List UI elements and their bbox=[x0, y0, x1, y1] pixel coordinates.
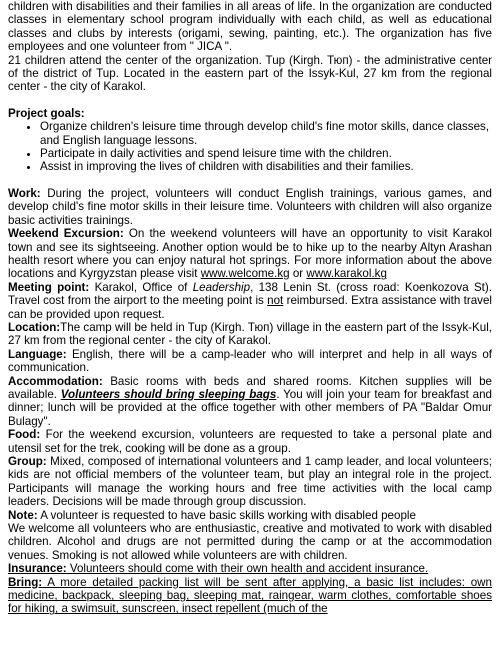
insurance-label: Insurance: bbox=[8, 562, 67, 576]
meeting-text-a: Karakol, Office of bbox=[89, 280, 193, 294]
accommodation-section bbox=[8, 375, 492, 429]
work-text: During the project, volunteers will conduct English trainings, various games, and develop child's fine motor skills in their leisure time. Volunteers with children will also organize basic activities trainings. bbox=[8, 186, 492, 227]
meeting-not: not bbox=[267, 294, 284, 308]
group-section bbox=[8, 455, 492, 509]
insurance-section bbox=[8, 562, 492, 575]
goal-item: • Assist in improving the lives of children with disabilities and their families. bbox=[40, 160, 492, 173]
meeting-section bbox=[8, 281, 492, 321]
meeting-label: Meeting point: bbox=[8, 280, 90, 294]
note-label: Note: bbox=[8, 508, 38, 522]
work-section bbox=[8, 187, 492, 227]
location-label: Location: bbox=[8, 320, 61, 334]
bring-section bbox=[8, 576, 492, 616]
language-text: English, there will be a camp-leader who will interpret and help in all ways of communication. bbox=[8, 347, 492, 375]
work-label: Work: bbox=[8, 186, 41, 200]
food-label: Food: bbox=[8, 428, 41, 442]
insurance-text: Volunteers should come with their own health and accident insurance. bbox=[66, 562, 429, 576]
note-text-a: A volunteer is requested to have basic skills working with disabled people bbox=[37, 508, 416, 522]
intro-paragraph-2: 21 children attend the center of the organization. Tup (Kirgh. Тюп) - the administrative center of the district of Tup. Located in the eastern part of the Issyk-Kul, 27 km from the regional center - the city of Karakol. bbox=[8, 53, 492, 94]
document-page bbox=[8, 0, 492, 616]
weekend-text: On the weekend volunteers will have an opportunity to visit Karakol town and see its sightseeing. Another option would be to hike up to the nearby Altyn Arashan health resort where you can enjoy natural hot springs. For more information about the above locations and Kyrgyzstan please visit bbox=[8, 227, 492, 281]
weekend-label: Weekend Excursion: bbox=[8, 227, 124, 241]
language-label: Language: bbox=[8, 347, 67, 361]
note-paragraph-2: We welcome all volunteers who are enthusiastic, creative and motivated to work with disabled children. Alcohol and drugs are not permitted during the camp or at the accommodation venues. Smoking is not allowed while volunteers are with children. bbox=[8, 522, 492, 562]
intro-paragraph-1: children with disabilities and their families in all areas of life. In the organization are conducted classes in elementary school program individually with each child, as well as educational classes and clubs by interests (origami, sewing, painting, etc.). The organization has five employees and one volunteer from " JICA ". bbox=[8, 0, 492, 54]
accommodation-label: Accommodation: bbox=[8, 374, 103, 388]
language-section bbox=[8, 348, 492, 375]
meeting-org: Leadership bbox=[192, 280, 251, 294]
accommodation-emphasis: Volunteers should bring sleeping bags bbox=[60, 387, 277, 401]
group-label: Group: bbox=[8, 455, 47, 468]
goal-item: • Organize children's leisure time through develop child's fine motor skills, dance classes, and English language lessons. bbox=[40, 120, 492, 147]
bring-label: Bring: bbox=[8, 575, 43, 589]
food-section bbox=[8, 428, 492, 455]
project-goals-heading: Project goals: bbox=[8, 106, 85, 120]
bring-text: A more detailed packing list will be sent after applying, a basic list includes: own medicine, backpack, sleeping bag, sleeping mat, raingear, warm clothes, comfortable shoes for hiking, a swimsuit, sunscreen, insect repellent (much of the bbox=[8, 575, 492, 616]
food-text: For the weekend excursion, volunteers are requested to take a personal plate and utensil set for the trek, cooking will be done as a group. bbox=[8, 428, 492, 455]
group-text: Mixed, composed of international volunteers and 1 camp leader, and local volunteers; kids are not official members of the volunteer team, but play an integral role in the project. Participants will manage the working hours and free time activities with the local camp leaders. Decisions will be made through group discussion. bbox=[8, 455, 492, 509]
meeting-text-b: , 138 Lenin St. (cross road: Koenkozova St). Travel cost from the airport to the meeting point is bbox=[8, 280, 492, 308]
weekend-section bbox=[8, 227, 492, 281]
meeting-text-c: reimbursed. Extra assistance with travel can be provided upon request. bbox=[8, 294, 492, 321]
location-text: The camp will be held in Tup (Kirgh. Тюп) village in the eastern part of the Issyk-Kul, 27 km from the regional center - the city of Karakol. bbox=[8, 320, 492, 348]
welcome-link[interactable]: www.welcome.kg bbox=[200, 267, 290, 281]
location-section bbox=[8, 321, 492, 348]
project-goals-list bbox=[8, 120, 492, 174]
karakol-link[interactable]: www.karakol.kg bbox=[306, 267, 387, 281]
weekend-or: or bbox=[289, 267, 307, 281]
note-section bbox=[8, 509, 492, 522]
goal-item: • Participate in daily activities and spend leisure time with the children. bbox=[40, 147, 492, 160]
accommodation-text-b: . You will join your team for breakfast and dinner; lunch will be provided at the office together with other members of PA "Baldar Omur Bulagy". bbox=[8, 387, 492, 428]
accommodation-text-a: Basic rooms with beds and shared rooms. Kitchen supplies will be available. bbox=[8, 374, 492, 401]
